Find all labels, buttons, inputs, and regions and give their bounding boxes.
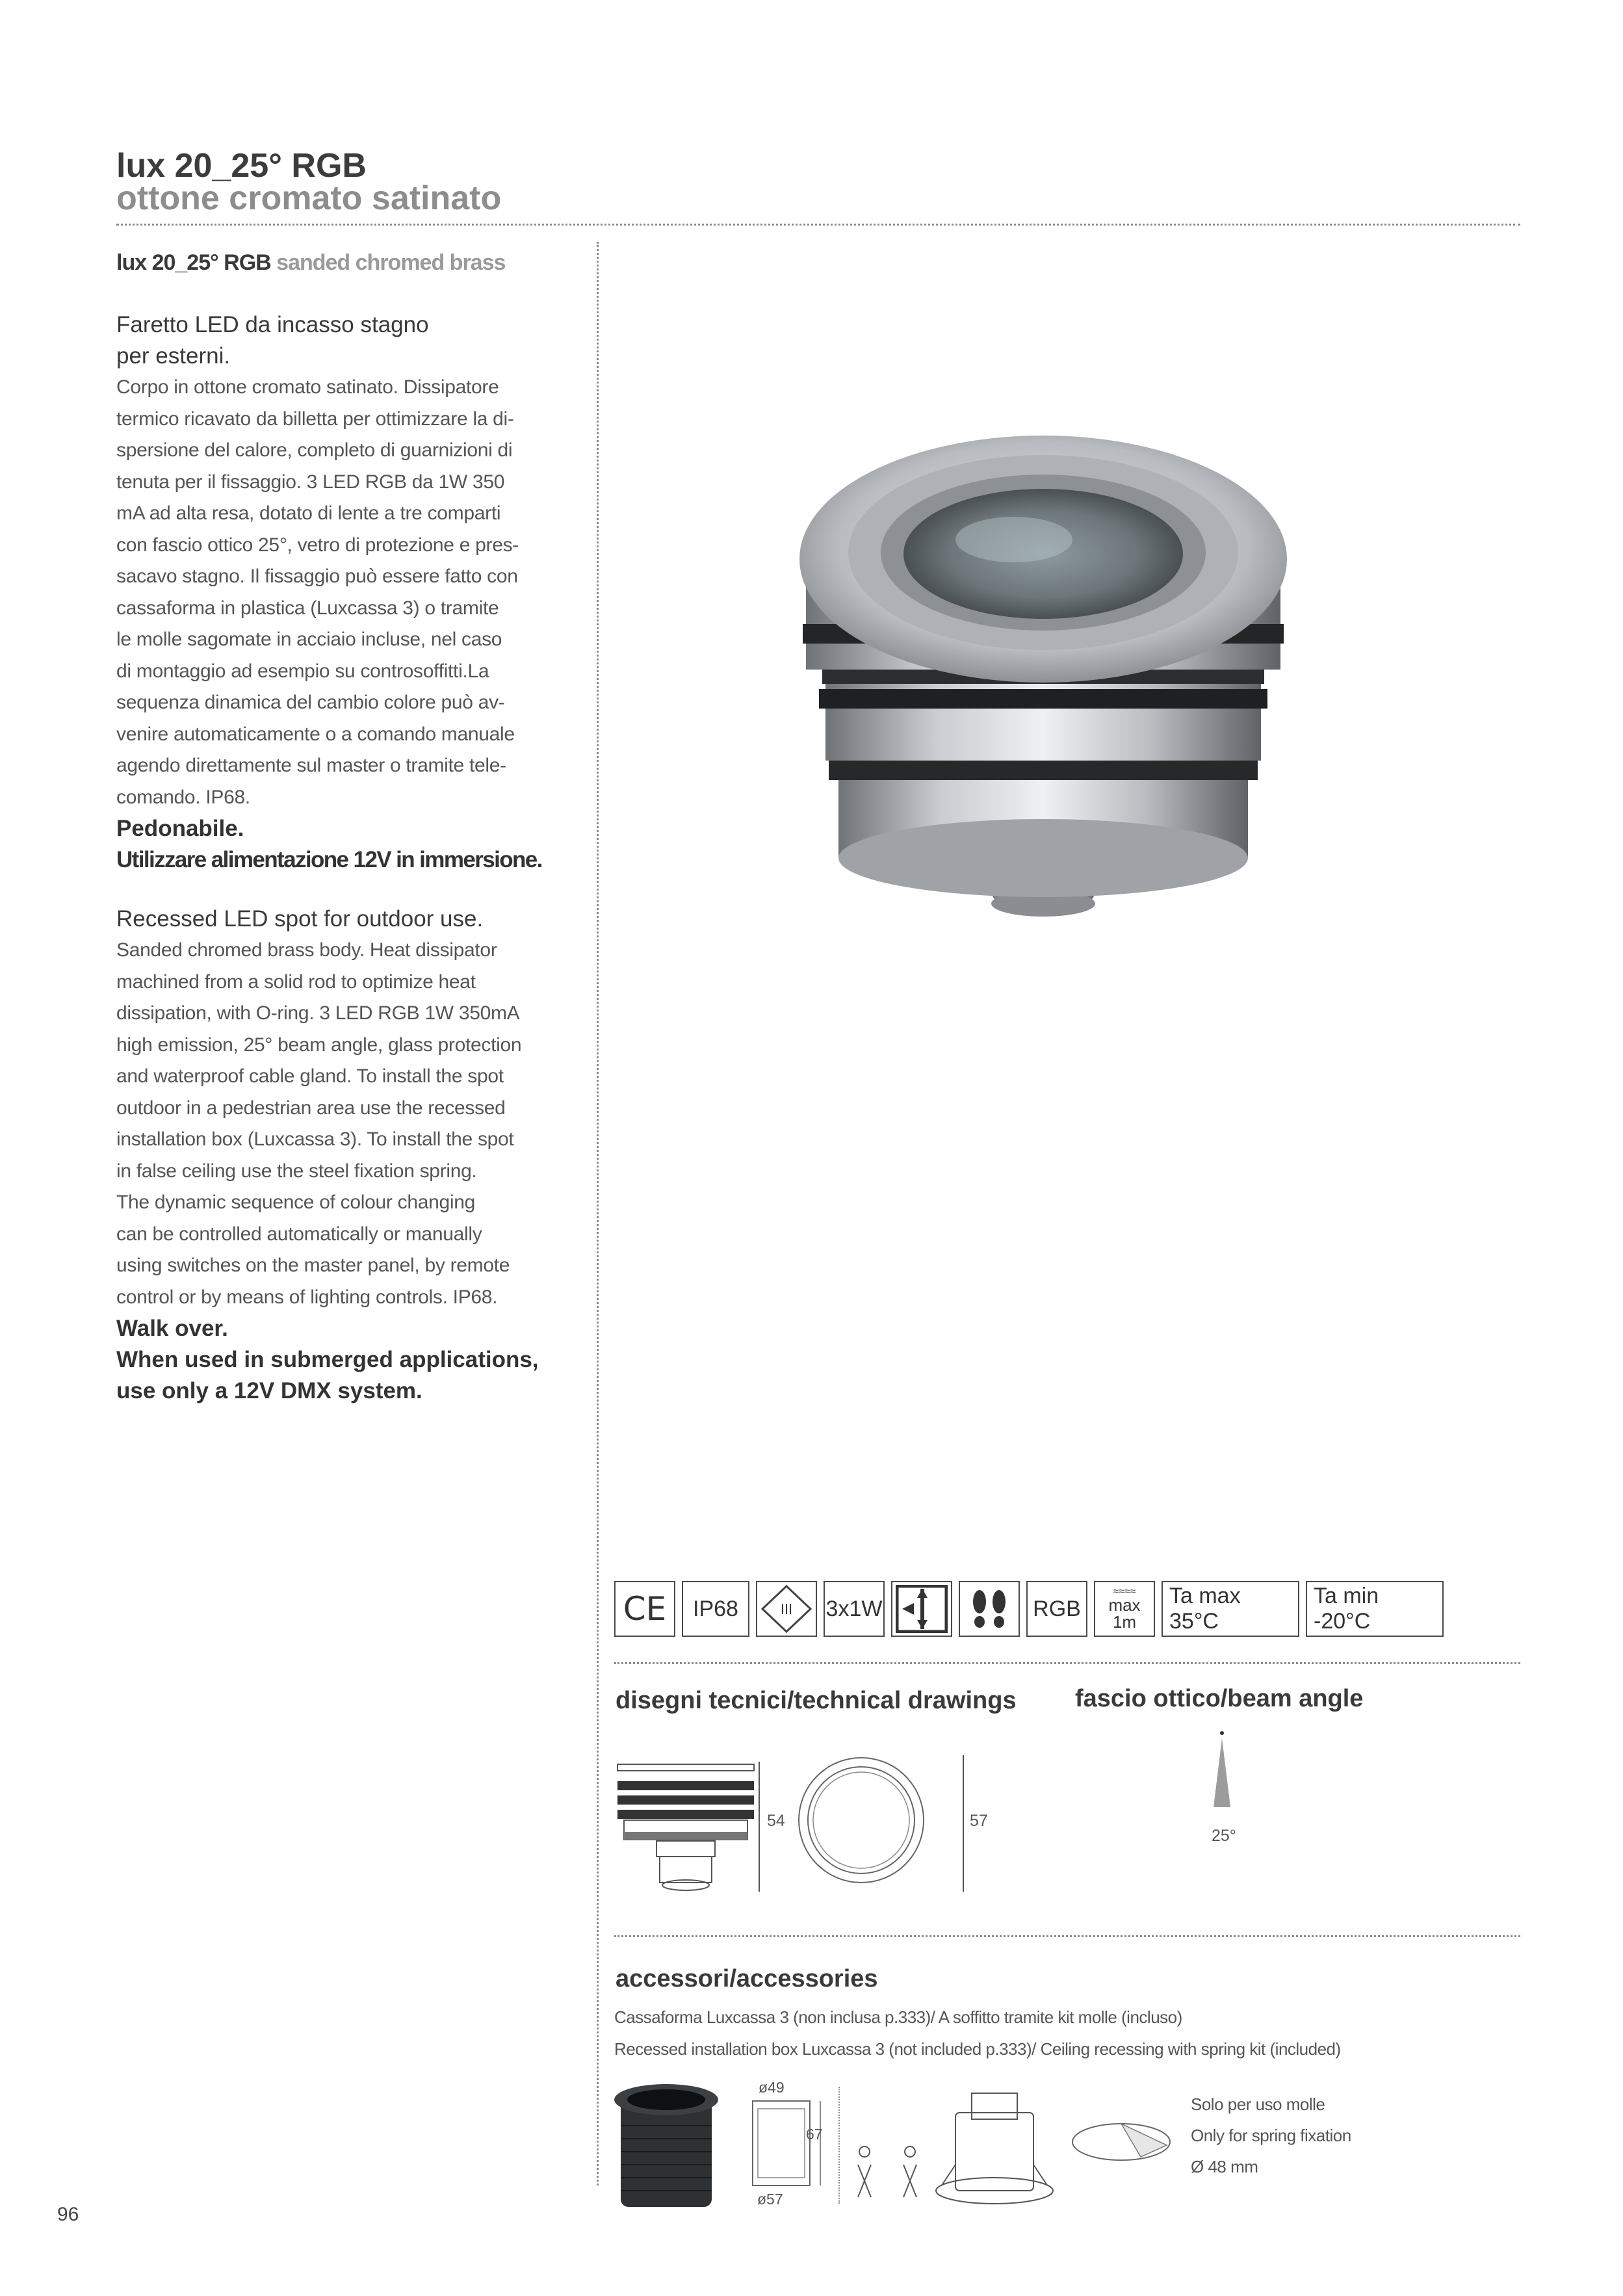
accessories-line-it: Cassaforma Luxcassa 3 (non inclusa p.333)/ A soffitto tramite kit molle (incluso) [614, 2007, 1182, 2027]
ta-max-badge: Ta max 35°C [1162, 1581, 1299, 1637]
italian-body-line: mA ad alta resa, dotato di lente a tre comparti [116, 502, 501, 524]
ip68-badge: IP68 [682, 1581, 749, 1637]
english-body [116, 935, 565, 1313]
page-number: 96 [57, 2204, 79, 2225]
italian-lead-1: Faretto LED da incasso stagno [116, 312, 429, 337]
italian-lead-2: per esterni. [116, 343, 231, 369]
max-label: max [1108, 1595, 1141, 1615]
italian-body-line: sequenza dinamica del cambio colore può av- [116, 692, 505, 713]
spring-note-diameter: Ø 48 mm [1191, 2157, 1258, 2176]
max-depth-icon [1094, 1581, 1155, 1637]
ta-min-badge: Ta min -20°C [1306, 1581, 1444, 1637]
italian-body-line: le molle sagomate in acciaio incluse, nel caso [116, 629, 502, 650]
english-body-line: in false ceiling use the steel fixation spring. [116, 1160, 477, 1182]
recessed-arrows-icon [891, 1581, 952, 1637]
box-height-dimension: 67 [806, 2126, 823, 2143]
italian-note-walkover: Pedonabile. [116, 816, 244, 841]
product-title: lux 20_25° RGB [116, 147, 367, 185]
italian-body [116, 372, 565, 813]
beam-angle-title: fascio ottico/beam angle [1075, 1685, 1364, 1712]
italian-body-line: comando. IP68. [116, 786, 250, 808]
height-dimension: 54 [767, 1812, 785, 1830]
italian-body-line: sacavo stagno. Il fissaggio può essere fatto con [116, 566, 518, 587]
english-note-submerged-2: use only a 12V DMX system. [116, 1378, 422, 1403]
italian-body-line: di montaggio ad esempio su controsoffitti.La [116, 660, 489, 682]
side-view-drawing [611, 1755, 760, 1898]
italian-body-line: termico ricavato da billetta per ottimizzare la di- [116, 408, 514, 430]
walkover-footprints-icon [959, 1581, 1020, 1637]
english-body-line: using switches on the master panel, by remote [116, 1255, 510, 1276]
box-bottom-diameter: ø57 [757, 2191, 783, 2208]
spring-note-it: Solo per uso molle [1191, 2094, 1325, 2114]
diameter-dimension: 57 [970, 1812, 988, 1830]
certification-icons [614, 1581, 1444, 1639]
spring-note-en: Only for spring fixation [1191, 2126, 1351, 2145]
accessories-line-en: Recessed installation box Luxcassa 3 (not included p.333)/ Ceiling recessing with spring kit (included) [614, 2039, 1341, 2059]
italian-note-power: Utilizzare alimentazione 12V in immersione. [116, 847, 542, 872]
box-section-drawing [747, 2094, 825, 2192]
luxcassa-box-image [614, 2080, 731, 2210]
class-iii-icon [756, 1581, 817, 1637]
english-note-walkover: Walk over. [116, 1316, 228, 1341]
product-photo [767, 364, 1319, 936]
ce-icon: CE [614, 1581, 675, 1637]
italian-body-line: cassaforma in plastica (Luxcassa 3) o tramite [116, 597, 499, 619]
english-body-line: outdoor in a pedestrian area use the recessed [116, 1097, 506, 1119]
drawings-divider [614, 1935, 1520, 1937]
english-note-submerged-1: When used in submerged applications, [116, 1347, 539, 1372]
italian-body-line: spersione del calore, completo di guarnizioni di [116, 439, 513, 461]
english-body-line: dissipation, with O-ring. 3 LED RGB 1W 350mA [116, 1002, 520, 1024]
english-body-line: installation box (Luxcassa 3). To install the spot [116, 1128, 514, 1150]
spring-kit-drawing [845, 2087, 1059, 2210]
english-body-line: Sanded chromed brass body. Heat dissipator [116, 939, 497, 961]
english-body-line: The dynamic sequence of colour changing [116, 1192, 475, 1213]
product-subtitle: ottone cromato satinato [116, 179, 502, 217]
column-divider [597, 242, 599, 2185]
max-depth-value: 1m [1112, 1612, 1137, 1632]
english-body-line: machined from a solid rod to optimize heat [116, 971, 476, 993]
english-body-line: and waterproof cable gland. To install the spot [116, 1065, 504, 1087]
italian-description [116, 309, 565, 876]
beam-angle-value: 25° [1212, 1827, 1236, 1845]
beam-angle-diagram [1202, 1729, 1241, 1814]
english-description [116, 904, 565, 1407]
italian-body-line: Corpo in ottone cromato satinato. Dissipatore [116, 376, 499, 398]
english-body-line: high emission, 25° beam angle, glass protection [116, 1034, 522, 1056]
product-name-line [116, 250, 505, 276]
rgb-badge: RGB [1026, 1581, 1087, 1637]
box-top-diameter: ø49 [759, 2079, 785, 2096]
italian-body-line: con fascio ottico 25°, vetro di protezione e pres- [116, 534, 519, 556]
top-view-drawing [786, 1749, 975, 1898]
header-divider [116, 224, 1520, 226]
product-name-en: sanded chromed brass [276, 250, 506, 275]
icons-divider [614, 1662, 1520, 1664]
power-badge: 3x1W [824, 1581, 885, 1637]
english-lead: Recessed LED spot for outdoor use. [116, 906, 484, 932]
italian-body-line: agendo direttamente sul master o tramite tele- [116, 755, 506, 776]
italian-body-line: tenuta per il fissaggio. 3 LED RGB da 1W 350 [116, 471, 505, 493]
italian-body-line: venire automaticamente o a comando manuale [116, 723, 515, 745]
class-iii-label: III [780, 1601, 793, 1617]
accessories-separator [838, 2087, 840, 2204]
english-body-line: can be controlled automatically or manually [116, 1223, 482, 1245]
english-body-line: control or by means of lighting controls. IP68. [116, 1286, 498, 1308]
technical-drawings-title: disegni tecnici/technical drawings [616, 1687, 1017, 1714]
water-waves-icon: ≈≈≈≈ [1113, 1586, 1136, 1597]
product-name-it: lux 20_25° RGB [116, 250, 271, 275]
ceiling-cut-drawing [1069, 2106, 1180, 2178]
accessories-title: accessori/accessories [616, 1965, 878, 1992]
